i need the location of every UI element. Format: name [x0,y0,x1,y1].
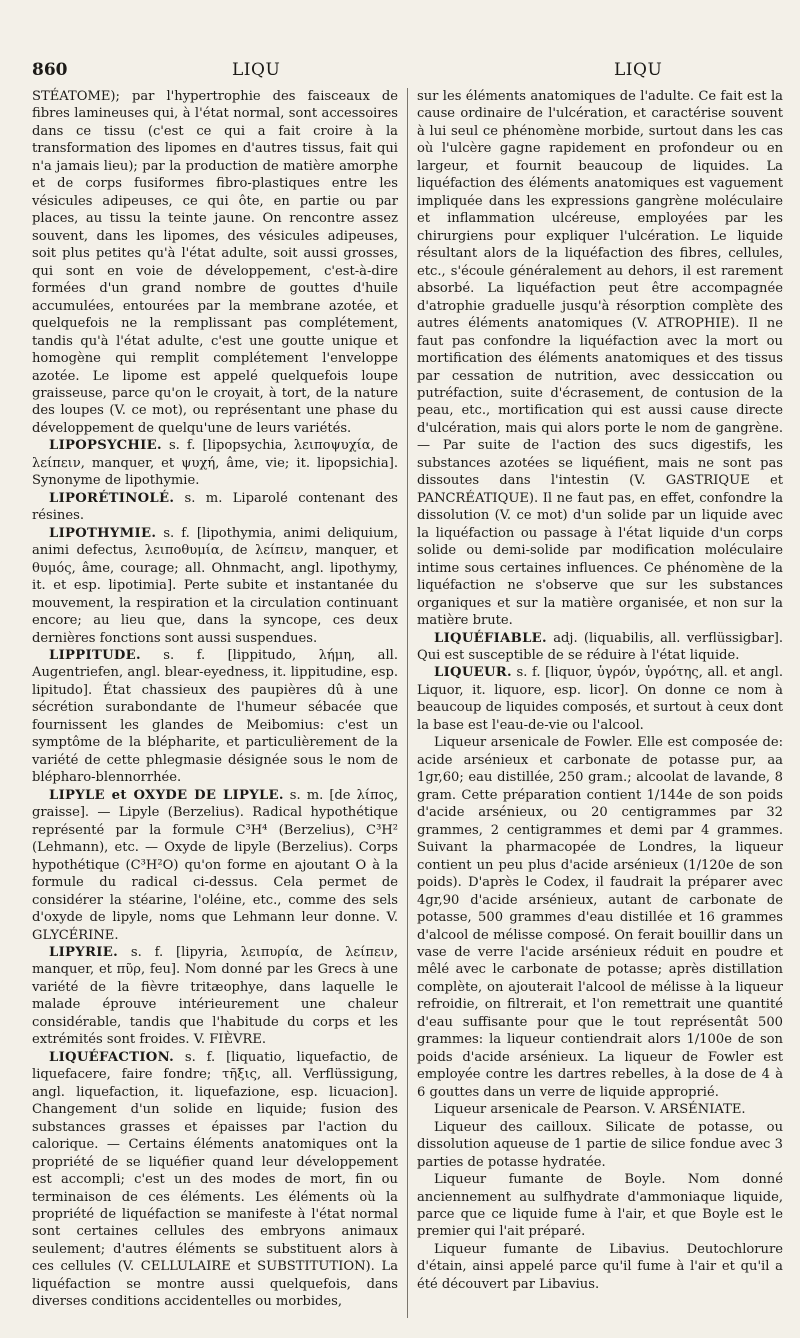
subentry-libavius: Liqueur fumante de Libavius. Deutochlorure d'étain, ainsi appelé parce qu'il fume à l'air et qu'il a été découvert par Libavius. [417,1241,783,1292]
entry-liquefiable: LIQUÉFIABLE. adj. (liquabilis, all. verflüssigbar]. Qui est susceptible de se réduire à l'état liquide. [417,630,783,663]
page-number: 860 [32,60,68,80]
running-head-right: LIQU [614,60,663,80]
entry-lipyle: LIPYLE et OXYDE DE LIPYLE. s. m. [de λίπος, graisse]. — Lipyle (Berzelius). Radical hypothétique représenté par la formule C³H⁴ (Berzelius), C³H² (Lehmann), etc. — Oxyde de lipyle (Berzelius). Corps hypothétique (C³H²O) qu'on forme en ajoutant O à la formule du radical ci-dessus. Cela permet de considérer la stéarine, l'oléine, etc., comme des sels d'oxyde de lipyle, noms que Lehmann leur donne. V. GLYCÉRINE. [32,787,398,943]
entry-lipopsychie: LIPOPSYCHIE. s. f. [lipopsychia, λειποψυχία, de λείπειν, manquer, et ψυχή, âme, vie; it. lipopsichia]. Synonyme de lipothymie. [32,438,398,489]
column-divider [407,88,408,1318]
subentry-boyle: Liqueur fumante de Boyle. Nom donné anciennement au sulfhydrate d'ammoniaque liquide, parce que ce liquide fume à l'air, et que Boyle est le premier qui l'ait préparé. [417,1172,783,1240]
subentry-pearson: Liqueur arsenicale de Pearson. V. ARSÉNIATE. [434,1102,746,1118]
continuation-paragraph: STÉATOME); par l'hypertrophie des faisceaux de fibres lamineuses qui, à l'état normal, sont accessoires dans ce tissu (c'est ce qui a fait croire à la transformation des lipomes en d'autres tissus, fait qui n'a jamais lieu); par la production de matière amorphe et de corps fusiformes fibro-plastiques entre les vésicules adipeuses, ce qui ôte, en partie ou par places, au tissu la teinte jaune. On rencontre assez souvent, dans les lipomes, des vésicules adipeuses, soit plus petites qu'à l'état adulte, soit aussi grosses, qui sont en voie de développement, c'est-à-dire formées d'un grand nombre de gouttes d'huile accumulées, entourées par la membrane azotée, et quelquefois ne la remplissant pas complétement, tandis qu'à l'état adulte, c'est une goutte unique et homogène qui remplit complétement l'enveloppe azotée. Le lipome est appelé quelquefois loupe graisseuse, parce qu'on le croyait, à tort, de la nature des loupes (V. ce mot), ou représentant une phase du développement de quelqu'une de leurs variétés. [32,89,398,436]
entry-lipothymie: LIPOTHYMIE. s. f. [lipothymia, animi deliquium, animi defectus, λειποθυμία, de λείπειν, manquer, et θυμός, âme, courage; all. Ohnmacht, angl. lipothymy, it. et esp. lipotimia]. Perte subite et instantanée du mouvement, la respiration et la circulation continuant encore; au lieu que, dans la syncope, ces deux dernières fonctions sont aussi suspendues. [32,525,398,646]
left-column [32,88,398,1311]
right-column [417,88,783,1293]
subentry-cailloux: Liqueur des cailloux. Silicate de potasse, ou dissolution aqueuse de 1 partie de silice fondue avec 3 parties de potasse hydratée. [417,1119,783,1170]
continuation-paragraph: sur les éléments anatomiques de l'adulte. Ce fait est la cause ordinaire de l'ulcération, et caractérise souvent à lui seul ce phénomène morbide, surtout dans les cas où l'ulcère gagne rapidement en profondeur ou en largeur, et fournit beaucoup de liquides. La liquéfaction des éléments anatomiques est vaguement impliquée dans les expressions gangrène moléculaire et inflammation ulcéreuse, employées par les chirurgiens pour expliquer l'ulcération. Le liquide résultant alors de la liquéfaction des fibres, cellules, etc., s'écoule généralement au dehors, il est rarement absorbé. La liquéfaction peut être accompagnée d'atrophie graduelle jusqu'à résorption complète des autres éléments anatomiques (V. ATROPHIE). Il ne faut pas confondre la liquéfaction avec la mort ou mortification des éléments anatomiques et des tissus par cessation de nutrition, avec dessiccation ou putréfaction, suite d'écrasement, de contusion de la peau, etc., mortification qui est aussi cause directe d'ulcération, mais qui alors porte le nom de gangrène. — Par suite de l'action des sucs digestifs, les substances azotées se liquéfient, mais ne sont pas dissoutes dans l'intestin (V. GASTRIQUE et PANCRÉATIQUE). Il ne faut pas, en effet, confondre la dissolution (V. ce mot) d'un solide par un liquide avec la liquéfaction ou passage à l'état liquide d'un corps solide ou demi-solide par modification moléculaire intime sous certaines influences. Ce phénomène de la liquéfaction ne s'observe que sur les substances organiques et sur la matière organisée, et non sur la matière brute. [417,89,783,629]
entry-liqueur: LIQUEUR. s. f. [liquor, ὑγρόν, ὑγρότης, all. et angl. Liquor, it. liquore, esp. licor]. On donne ce nom à beaucoup de liquides composés, et surtout à ceux dont la base est l'eau-de-vie ou l'alcool. [417,665,783,733]
entry-liquefaction: LIQUÉFACTION. s. f. [liquatio, liquefactio, de liquefacere, faire fondre; τῆξις, all. Verflüssigung, angl. liquefaction, it. liquefazione, esp. licuacion]. Changement d'un solide en liquide; fusion des substances grasses et épaisses par l'action du calorique. — Certains éléments anatomiques ont la propriété de se liquéfier quand leur développement est accompli; c'est un des modes de mort, fin ou terminaison de ces éléments. Les éléments où la propriété de liquéfaction se manifeste à l'état normal sont certaines cellules des embryons animaux seulement; d'autres éléments se substituent alors à ces cellules (V. CELLULAIRE et SUBSTITUTION). La liquéfaction se montre aussi quelquefois, dans diverses conditions accidentelles ou morbides, [32,1049,398,1310]
entry-lipyrie: LIPYRIE. s. f. [lipyria, λειπυρία, de λείπειν, manquer, et πῦρ, feu]. Nom donné par les Grecs à une variété de la fièvre tritæophye, dans laquelle le malade éprouve intérieurement une chaleur considérable, tandis que l'habitude du corps et les extrémités sont froides. V. FIÈVRE. [32,944,398,1048]
entry-lippitude: LIPPITUDE. s. f. [lippitudo, λήμη, all. Augentriefen, angl. blear-eyedness, it. lippitudine, esp. lipitudo]. État chassieux des paupières dû à une sécrétion surabondante de l'humeur sébacée que fournissent les glandes de Meibomius: c'est un symptôme de la blépharite, et particulièrement de la variété de cette phlegmasie désignée sous le nom de blépharo-blennorrhée. [32,648,398,786]
running-head-left: LIQU [232,60,281,80]
subentry-fowler: Liqueur arsenicale de Fowler. Elle est composée de: acide arsénieux et carbonate de potasse pur, aa 1gr,60; eau distillée, 250 gram.; alcoolat de lavande, 8 gram. Cette préparation contient 1/144e de son poids d'acide arsénieux, ou 20 centigrammes par 32 grammes, 2 centigrammes et demi par 4 grammes. Suivant la pharmacopée de Londres, la liqueur contient un peu plus d'acide arsénieux (1/120e de son poids). D'après le Codex, il faudrait la préparer avec 4gr,90 d'acide arsénieux, autant de carbonate de potasse, 500 grammes d'eau distillée et 16 grammes d'alcool de mélisse composé. On ferait bouillir dans un vase de verre l'acide arsénieux réduit en poudre et mêlé avec le carbonate de potasse; après distillation complète, on ajouterait l'alcool de mélisse à la liqueur refroidie, on filtrerait, et l'on remettrait une quantité d'eau suffisante pour que le tout représentât 500 grammes: la liqueur contiendrait alors 1/100e de son poids d'acide arsénieux. La liqueur de Fowler est employée contre les dartres rebelles, à la dose de 4 à 6 gouttes dans un verre de liquide approprié. [417,735,783,1100]
page-header [32,60,780,86]
entry-liporetinole: LIPORÉTINOLÉ. s. m. Liparolé contenant des résines. [32,490,398,524]
